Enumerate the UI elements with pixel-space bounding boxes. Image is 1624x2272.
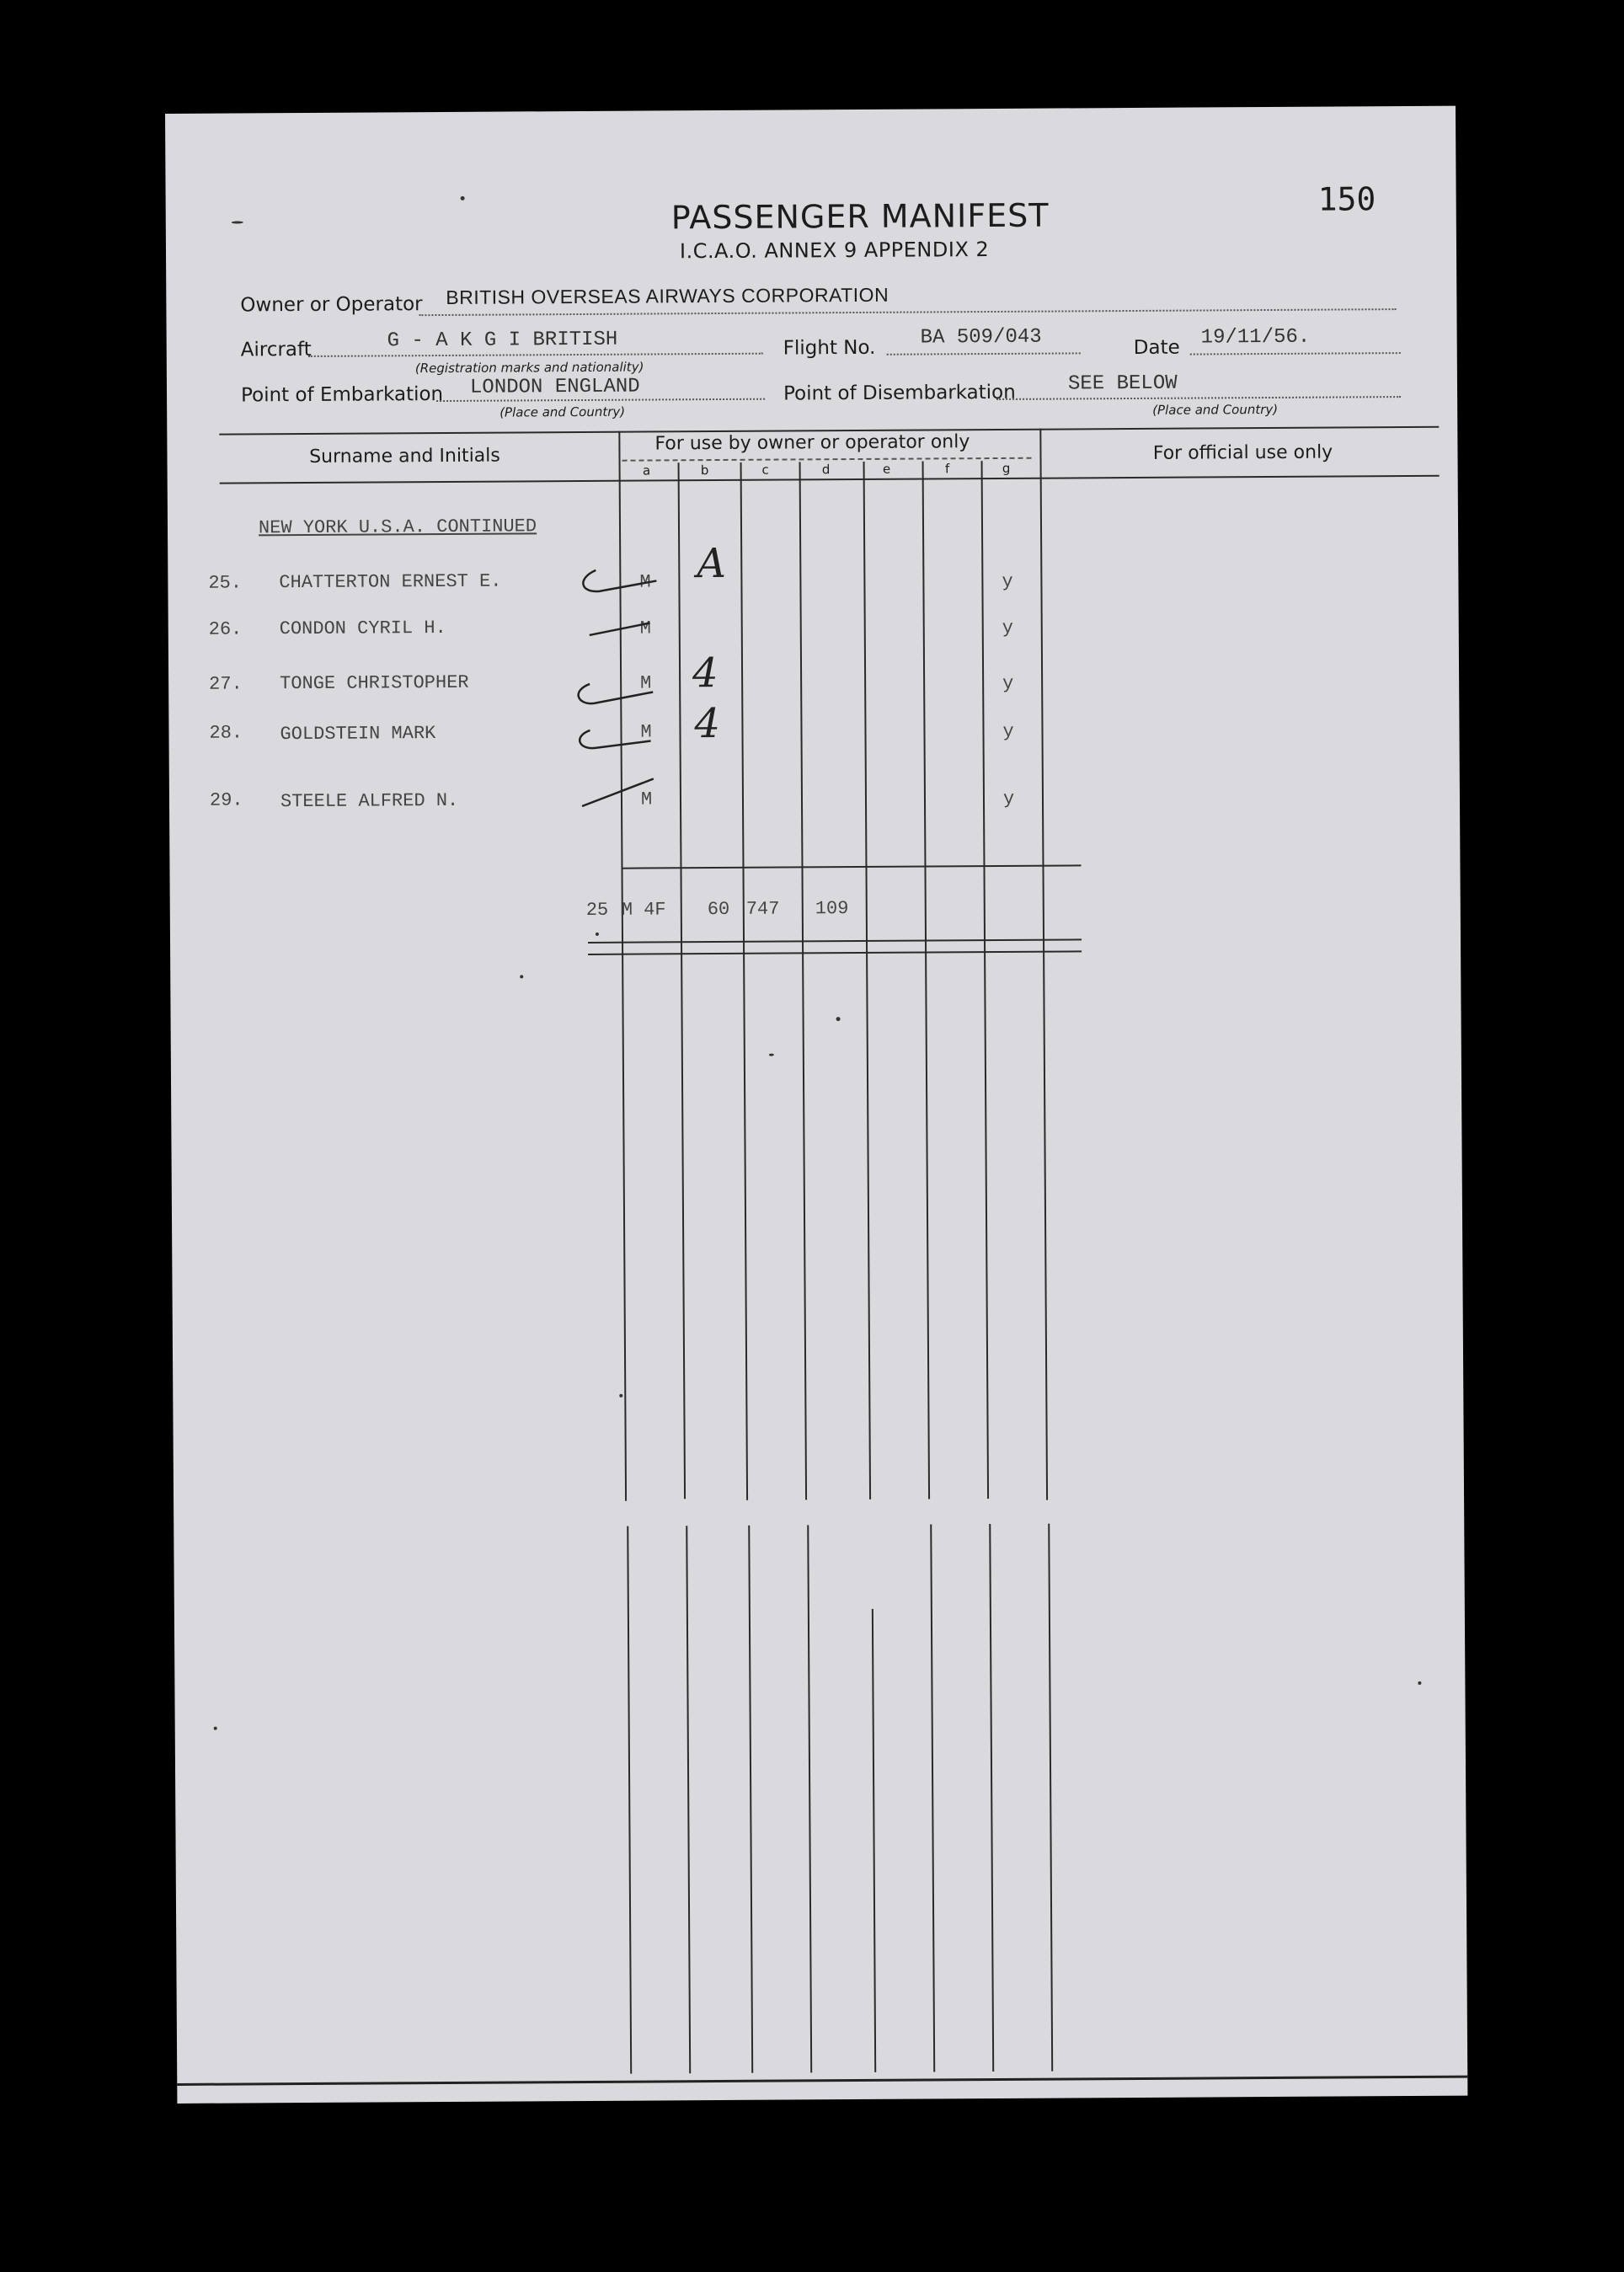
total-a-left: 25 <box>585 899 609 921</box>
total-a: M 4F <box>621 899 666 921</box>
total-c: 747 <box>745 898 780 920</box>
speck <box>461 196 465 200</box>
row-number: 25. <box>208 572 243 594</box>
col-line-lower-6 <box>930 1524 935 2072</box>
col-letter-a: a <box>642 462 651 478</box>
total-d: 109 <box>815 898 849 920</box>
embark-note: (Place and Country) <box>499 404 626 420</box>
col-a-sex: M <box>640 672 652 694</box>
tick-icon <box>582 778 654 806</box>
col-a-sex: M <box>639 617 652 639</box>
row-number: 28. <box>209 722 243 744</box>
total-b: 60 <box>707 898 730 921</box>
page-number: 150 <box>1317 180 1376 218</box>
col-letter-f: f <box>944 461 950 477</box>
col-letter-e: e <box>882 461 891 477</box>
header-surname: Surname and Initials <box>309 445 500 468</box>
col-a-sex: M <box>639 571 651 593</box>
col-g-mark: y <box>1002 672 1014 694</box>
col-a-sex: M <box>640 789 653 810</box>
col-g-mark: y <box>1002 788 1015 810</box>
col-b-mark: A <box>697 539 727 588</box>
speck <box>596 933 599 936</box>
header-owner-use: For use by owner or operator only <box>654 431 970 455</box>
tick-icon <box>579 683 654 703</box>
disembark-note: (Place and Country) <box>1152 401 1279 418</box>
col-line-lower-4 <box>807 1525 812 2072</box>
col-letter-c: c <box>761 462 769 478</box>
col-line-lower-5 <box>872 1609 876 2072</box>
embark-label: Point of Embarkation <box>240 382 444 407</box>
row-number: 29. <box>209 789 243 811</box>
flight-value: BA 509/043 <box>920 325 1042 350</box>
col-line-lower-8 <box>1048 1524 1053 2072</box>
speck <box>1418 1681 1421 1685</box>
col-g-mark: y <box>1002 617 1014 639</box>
aircraft-label: Aircraft <box>240 338 312 361</box>
date-label: Date <box>1133 336 1180 359</box>
col-letter-d: d <box>821 462 831 478</box>
speck <box>520 975 523 978</box>
col-b-mark: 4 <box>692 650 719 698</box>
flight-label: Flight No. <box>783 336 876 360</box>
embark-value: LONDON ENGLAND <box>469 375 640 399</box>
col-line-lower-7 <box>989 1524 994 2072</box>
col-g-mark: y <box>1002 570 1013 592</box>
col-letter-b: b <box>700 462 709 478</box>
speck <box>619 1394 622 1398</box>
speck <box>214 1727 217 1730</box>
col-line-lower-1 <box>627 1526 632 2074</box>
col-line-lower-2 <box>686 1526 691 2073</box>
tick-marks <box>165 106 1461 956</box>
document-title: PASSENGER MANIFEST <box>670 196 1050 237</box>
sheet-bottom-rule <box>177 2076 1467 2086</box>
owner-value: BRITISH OVERSEAS AIRWAYS CORPORATION <box>446 283 889 308</box>
passenger-name: CHATTERTON ERNEST E. <box>279 570 502 594</box>
aircraft-value: G - A K G I BRITISH <box>387 328 618 353</box>
col-b-mark: 4 <box>694 699 721 748</box>
disembark-label: Point of Disembarkation <box>783 381 1016 405</box>
document-subtitle: I.C.A.O. ANNEX 9 APPENDIX 2 <box>679 238 990 264</box>
disembark-value: SEE BELOW <box>1067 372 1178 396</box>
tick-icon <box>580 730 650 748</box>
tick-icon <box>590 623 650 634</box>
speck <box>769 1054 774 1056</box>
row-number: 26. <box>208 618 243 640</box>
passenger-name: CONDON CYRIL H. <box>279 617 446 640</box>
tick-icon <box>583 569 656 591</box>
speck <box>836 1017 841 1021</box>
col-g-mark: y <box>1002 720 1014 742</box>
passenger-name: GOLDSTEIN MARK <box>280 723 436 746</box>
row-number: 27. <box>209 673 243 695</box>
col-line-lower-3 <box>748 1526 753 2073</box>
manifest-sheet <box>165 106 1467 2104</box>
passenger-name: TONGE CHRISTOPHER <box>280 671 469 695</box>
col-a-sex: M <box>640 721 652 743</box>
passenger-name: STEELE ALFRED N. <box>280 789 459 813</box>
col-letter-g: g <box>1002 460 1011 476</box>
date-value: 19/11/56. <box>1200 325 1311 350</box>
owner-label: Owner or Operator <box>240 293 423 317</box>
aircraft-note: (Registration marks and nationality) <box>414 359 644 377</box>
section-heading: NEW YORK U.S.A. CONTINUED <box>258 516 537 539</box>
header-official-use: For official use only <box>1152 441 1333 464</box>
